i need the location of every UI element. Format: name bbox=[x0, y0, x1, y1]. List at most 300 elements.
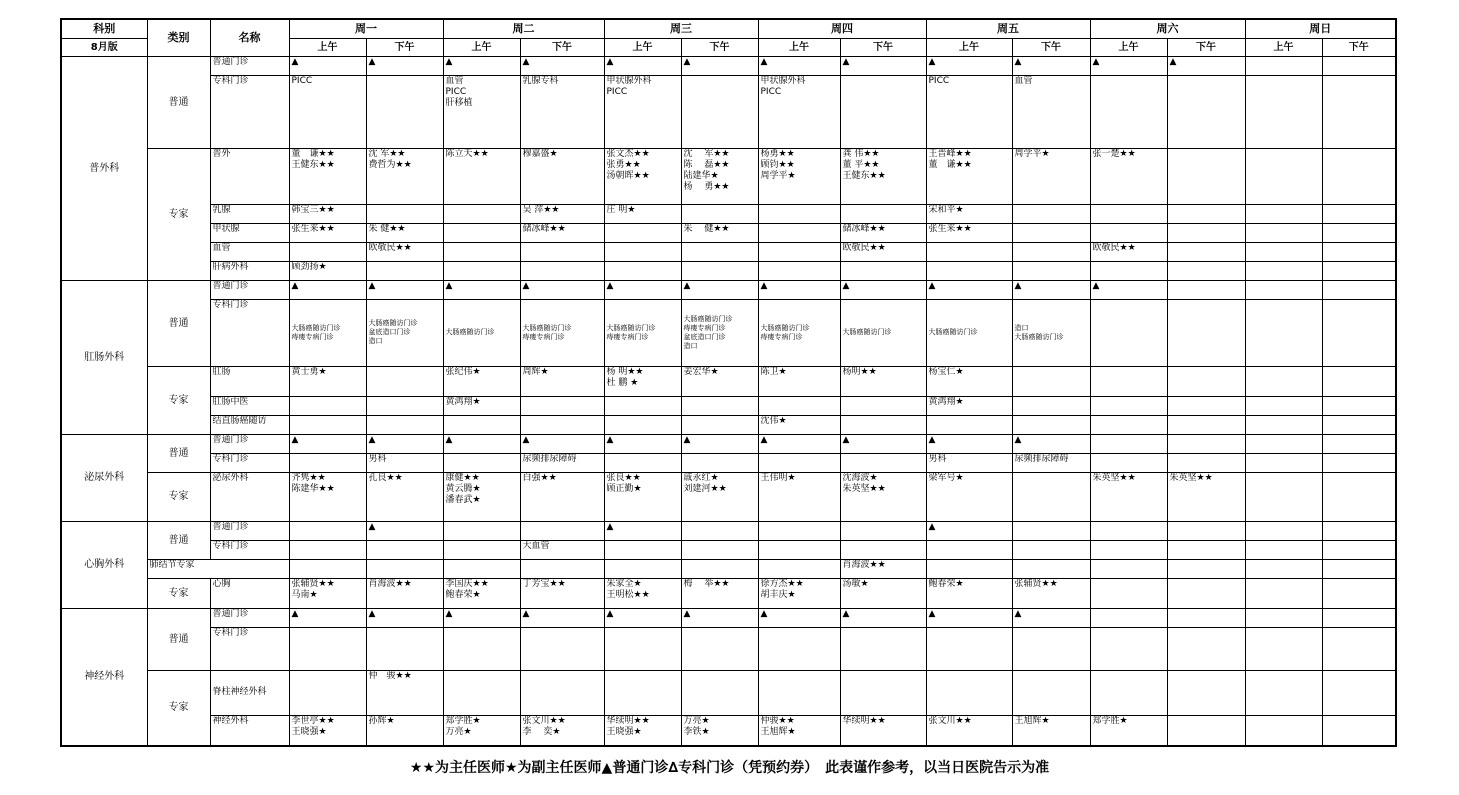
doctor-entry: 造口 bbox=[1014, 323, 1029, 332]
slot-mon-pm bbox=[366, 453, 443, 472]
pm-header: 下午 bbox=[1012, 38, 1090, 56]
slot-wed-am bbox=[604, 521, 681, 540]
slot-tue-pm bbox=[520, 261, 604, 280]
doctor-entry: 张一楚★★ bbox=[1092, 148, 1136, 159]
doctor-entry: 甲状腺外科 bbox=[760, 75, 806, 86]
slot-fri-am bbox=[926, 521, 1012, 540]
slot-tue-am bbox=[443, 366, 520, 396]
slot-sat-pm bbox=[1167, 261, 1245, 280]
slot-tue-pm bbox=[520, 559, 604, 578]
slot-thu-am bbox=[758, 415, 840, 434]
clinic-name: 甲状腺 bbox=[210, 223, 289, 242]
slot-fri-pm bbox=[1012, 415, 1090, 434]
doctor-entry: 朱英坚★★ bbox=[1169, 472, 1213, 483]
slot-fri-am bbox=[926, 715, 1012, 746]
slot-thu-pm bbox=[840, 75, 926, 148]
doctor-entry: 万亮★ bbox=[445, 726, 472, 737]
doctor-entry: 仲骏★★ bbox=[760, 715, 795, 726]
doctor-entry: ▲ bbox=[445, 280, 453, 291]
slot-sun-am bbox=[1245, 453, 1322, 472]
slot-tue-pm bbox=[520, 434, 604, 453]
slot-thu-pm bbox=[840, 472, 926, 521]
slot-thu-am bbox=[758, 608, 840, 627]
doctor-entry: 大肠癌随访门诊 bbox=[445, 328, 495, 336]
doctor-entry: ▲ bbox=[683, 608, 691, 619]
slot-mon-am bbox=[289, 396, 366, 415]
slot-tue-am bbox=[443, 578, 520, 608]
slot-wed-pm bbox=[681, 608, 758, 627]
doctor-entry: 大肠癌随访门诊 bbox=[368, 319, 418, 327]
slot-thu-pm bbox=[840, 415, 926, 434]
slot-sat-pm bbox=[1167, 204, 1245, 223]
table-row bbox=[61, 670, 1396, 715]
slot-wed-am bbox=[604, 608, 681, 627]
doctor-entry: 黄鸿翔★ bbox=[928, 396, 964, 407]
doctor-entry: 杨 勇★★ bbox=[683, 181, 730, 192]
doctor-entry: ▲ bbox=[368, 56, 376, 67]
doctor-entry: 盆底造口门诊 bbox=[368, 328, 411, 336]
slot-fri-pm bbox=[1012, 366, 1090, 396]
slot-sun-pm bbox=[1322, 299, 1396, 366]
pm-header: 下午 bbox=[840, 38, 926, 56]
slot-mon-am bbox=[289, 434, 366, 453]
clinic-name: 专科门诊 bbox=[210, 75, 289, 148]
slot-mon-pm bbox=[366, 280, 443, 299]
slot-sat-am bbox=[1090, 578, 1167, 608]
slot-sun-am bbox=[1245, 204, 1322, 223]
slot-mon-pm bbox=[366, 627, 443, 670]
slot-fri-am bbox=[926, 472, 1012, 521]
slot-wed-am bbox=[604, 75, 681, 148]
slot-sat-am bbox=[1090, 261, 1167, 280]
slot-thu-pm bbox=[840, 280, 926, 299]
slot-sun-pm bbox=[1322, 415, 1396, 434]
am-header: 上午 bbox=[604, 38, 681, 56]
slot-tue-am bbox=[443, 396, 520, 415]
slot-fri-am bbox=[926, 453, 1012, 472]
doctor-entry: ▲ bbox=[928, 521, 936, 532]
slot-sat-pm bbox=[1167, 472, 1245, 521]
doctor-entry: 王健东★★ bbox=[291, 159, 335, 170]
doctor-entry: ▲ bbox=[291, 56, 299, 67]
doctor-entry: 肖海波★★ bbox=[842, 559, 886, 570]
doctor-entry: ▲ bbox=[683, 280, 691, 291]
doctor-entry: 陈卫★ bbox=[760, 366, 787, 377]
slot-sat-pm bbox=[1167, 56, 1245, 75]
doctor-entry: PICC bbox=[445, 86, 467, 97]
slot-tue-am bbox=[443, 715, 520, 746]
slot-sat-pm bbox=[1167, 396, 1245, 415]
slot-sat-am bbox=[1090, 559, 1167, 578]
specialist-label: 肺结节专家 bbox=[147, 559, 289, 578]
doctor-entry: ▲ bbox=[291, 280, 299, 291]
doctor-entry: 大肠癌随访门诊 bbox=[683, 314, 733, 323]
doctor-entry: ▲ bbox=[760, 56, 768, 67]
slot-sun-am bbox=[1245, 242, 1322, 261]
doctor-entry: 黄士勇★ bbox=[291, 366, 327, 377]
doctor-entry: 肝移植 bbox=[445, 97, 473, 108]
doctor-entry: 储冰峰★★ bbox=[522, 223, 566, 234]
clinic-name: 专科门诊 bbox=[210, 540, 289, 559]
doctor-entry: 华续明★★ bbox=[606, 715, 650, 726]
slot-thu-am bbox=[758, 261, 840, 280]
department-name: 心胸外科 bbox=[61, 521, 147, 608]
clinic-name: 神经外科 bbox=[210, 715, 289, 746]
slot-wed-am bbox=[604, 415, 681, 434]
doctor-entry: ▲ bbox=[522, 56, 530, 67]
slot-sun-am bbox=[1245, 56, 1322, 75]
slot-wed-pm bbox=[681, 434, 758, 453]
slot-wed-pm bbox=[681, 627, 758, 670]
category-header: 类别 bbox=[147, 19, 210, 56]
doctor-entry: 大肠癌随访门诊 bbox=[760, 323, 810, 332]
slot-sat-am bbox=[1090, 627, 1167, 670]
slot-wed-am bbox=[604, 396, 681, 415]
slot-wed-am bbox=[604, 578, 681, 608]
slot-sun-pm bbox=[1322, 715, 1396, 746]
doctor-entry: 乳腺专科 bbox=[522, 75, 559, 86]
table-row bbox=[61, 299, 1396, 366]
slot-tue-am bbox=[443, 204, 520, 223]
doctor-entry: ▲ bbox=[683, 434, 691, 445]
clinic-name: 结直肠癌随访 bbox=[210, 415, 289, 434]
doctor-entry: 鲍春荣★ bbox=[445, 589, 481, 600]
slot-fri-pm bbox=[1012, 261, 1090, 280]
doctor-entry: 张辅贤★★ bbox=[291, 578, 335, 589]
doctor-entry: 痔瘘专病门诊 bbox=[606, 332, 649, 341]
doctor-entry: 甲状腺外科 bbox=[606, 75, 652, 86]
doctor-entry: 庄 明★ bbox=[606, 204, 636, 215]
day-header-mon: 周一 bbox=[289, 19, 443, 38]
slot-tue-am bbox=[443, 521, 520, 540]
category-cell: 普通 bbox=[147, 608, 210, 670]
clinic-name: 普通门诊 bbox=[210, 280, 289, 299]
slot-sat-pm bbox=[1167, 75, 1245, 148]
clinic-name: 普通门诊 bbox=[210, 434, 289, 453]
doctor-entry: 储冰峰★★ bbox=[842, 223, 886, 234]
clinic-name: 血管 bbox=[210, 242, 289, 261]
doctor-entry: PICC bbox=[928, 75, 950, 86]
doctor-entry: 大肠癌随访门诊 bbox=[928, 328, 978, 336]
slot-tue-am bbox=[443, 299, 520, 366]
slot-sat-pm bbox=[1167, 242, 1245, 261]
doctor-entry: ▲ bbox=[606, 280, 614, 291]
slot-tue-am bbox=[443, 453, 520, 472]
slot-wed-pm bbox=[681, 715, 758, 746]
slot-mon-pm bbox=[366, 204, 443, 223]
slot-mon-am bbox=[289, 578, 366, 608]
slot-tue-am bbox=[443, 148, 520, 204]
slot-tue-pm bbox=[520, 715, 604, 746]
slot-fri-pm bbox=[1012, 472, 1090, 521]
slot-tue-am bbox=[443, 540, 520, 559]
am-header: 上午 bbox=[1245, 38, 1322, 56]
slot-thu-pm bbox=[840, 578, 926, 608]
slot-sat-am bbox=[1090, 223, 1167, 242]
slot-fri-pm bbox=[1012, 75, 1090, 148]
slot-wed-pm bbox=[681, 559, 758, 578]
slot-tue-pm bbox=[520, 540, 604, 559]
slot-sun-pm bbox=[1322, 261, 1396, 280]
doctor-entry: 顾钧★★ bbox=[760, 159, 795, 170]
slot-wed-am bbox=[604, 559, 681, 578]
slot-thu-am bbox=[758, 242, 840, 261]
slot-thu-am bbox=[758, 56, 840, 75]
doctor-entry: 张生来★★ bbox=[291, 223, 335, 234]
slot-sun-am bbox=[1245, 559, 1322, 578]
doctor-entry: ▲ bbox=[928, 56, 936, 67]
slot-tue-pm bbox=[520, 415, 604, 434]
slot-thu-pm bbox=[840, 223, 926, 242]
slot-tue-pm bbox=[520, 472, 604, 521]
doctor-entry: 黄云腾★ bbox=[445, 483, 481, 494]
slot-mon-am bbox=[289, 559, 366, 578]
table-row bbox=[61, 434, 1396, 453]
table-row bbox=[61, 148, 1396, 204]
clinic-name: 乳腺 bbox=[210, 204, 289, 223]
slot-sun-am bbox=[1245, 280, 1322, 299]
pm-header: 下午 bbox=[520, 38, 604, 56]
slot-thu-pm bbox=[840, 540, 926, 559]
clinic-name: 泌尿外科 bbox=[210, 472, 289, 521]
slot-mon-am bbox=[289, 366, 366, 396]
slot-tue-am bbox=[443, 627, 520, 670]
header-row-days bbox=[61, 19, 1396, 38]
slot-mon-pm bbox=[366, 670, 443, 715]
slot-sun-am bbox=[1245, 608, 1322, 627]
slot-thu-pm bbox=[840, 261, 926, 280]
doctor-entry: 朱 健★★ bbox=[683, 223, 730, 234]
slot-wed-pm bbox=[681, 453, 758, 472]
day-header-thu: 周四 bbox=[758, 19, 926, 38]
slot-sun-pm bbox=[1322, 627, 1396, 670]
slot-thu-am bbox=[758, 366, 840, 396]
doctor-entry: 朱英坚★★ bbox=[842, 483, 886, 494]
slot-fri-pm bbox=[1012, 559, 1090, 578]
slot-sun-am bbox=[1245, 415, 1322, 434]
department-name: 普外科 bbox=[61, 56, 147, 280]
clinic-name: 普通门诊 bbox=[210, 521, 289, 540]
slot-sun-pm bbox=[1322, 521, 1396, 540]
slot-tue-pm bbox=[520, 148, 604, 204]
slot-thu-am bbox=[758, 434, 840, 453]
slot-thu-pm bbox=[840, 521, 926, 540]
doctor-entry: 痔瘘专病门诊 bbox=[291, 332, 334, 341]
slot-sat-am bbox=[1090, 242, 1167, 261]
doctor-entry: 朱英坚★★ bbox=[1092, 472, 1136, 483]
category-cell: 专家 bbox=[147, 148, 210, 280]
slot-mon-pm bbox=[366, 223, 443, 242]
doctor-entry: 刘建河★★ bbox=[683, 483, 727, 494]
doctor-entry: 顾劲扬★ bbox=[291, 261, 327, 272]
slot-wed-am bbox=[604, 204, 681, 223]
slot-mon-pm bbox=[366, 715, 443, 746]
doctor-entry: 戚永红★ bbox=[683, 472, 719, 483]
clinic-name: 普通门诊 bbox=[210, 56, 289, 75]
slot-thu-am bbox=[758, 472, 840, 521]
table-row bbox=[61, 261, 1396, 280]
slot-sun-pm bbox=[1322, 434, 1396, 453]
slot-tue-pm bbox=[520, 578, 604, 608]
slot-sun-am bbox=[1245, 434, 1322, 453]
doctor-entry: 大血管 bbox=[522, 540, 550, 551]
slot-wed-am bbox=[604, 670, 681, 715]
slot-tue-am bbox=[443, 415, 520, 434]
slot-sun-am bbox=[1245, 261, 1322, 280]
doctor-entry: 黄鸿翔★ bbox=[445, 396, 481, 407]
slot-wed-am bbox=[604, 453, 681, 472]
slot-sat-am bbox=[1090, 453, 1167, 472]
slot-wed-pm bbox=[681, 396, 758, 415]
slot-sat-am bbox=[1090, 299, 1167, 366]
slot-mon-am bbox=[289, 472, 366, 521]
slot-sat-am bbox=[1090, 148, 1167, 204]
slot-wed-pm bbox=[681, 521, 758, 540]
doctor-entry: 王晋峰★★ bbox=[928, 148, 972, 159]
slot-mon-pm bbox=[366, 242, 443, 261]
doctor-entry: 沈 军★★ bbox=[368, 148, 406, 159]
slot-sun-pm bbox=[1322, 366, 1396, 396]
slot-sat-pm bbox=[1167, 366, 1245, 396]
doctor-entry: 董 平★★ bbox=[842, 159, 880, 170]
doctor-entry: 张文杰★★ bbox=[606, 148, 650, 159]
slot-wed-pm bbox=[681, 204, 758, 223]
doctor-entry: ▲ bbox=[842, 434, 850, 445]
slot-sun-am bbox=[1245, 521, 1322, 540]
doctor-entry: 龚 伟★★ bbox=[842, 148, 880, 159]
doctor-entry: 白强★★ bbox=[522, 472, 557, 483]
doctor-entry: ▲ bbox=[368, 280, 376, 291]
slot-thu-am bbox=[758, 280, 840, 299]
slot-sun-am bbox=[1245, 578, 1322, 608]
slot-mon-pm bbox=[366, 148, 443, 204]
doctor-entry: 韩宝三★★ bbox=[291, 204, 335, 215]
slot-wed-pm bbox=[681, 299, 758, 366]
doctor-entry: 沈海波★ bbox=[842, 472, 878, 483]
doctor-entry: 杨 明★★ bbox=[606, 366, 644, 377]
slot-tue-pm bbox=[520, 608, 604, 627]
slot-tue-am bbox=[443, 559, 520, 578]
slot-sat-am bbox=[1090, 670, 1167, 715]
slot-mon-pm bbox=[366, 578, 443, 608]
slot-sat-pm bbox=[1167, 434, 1245, 453]
doctor-entry: 张纪伟★ bbox=[445, 366, 481, 377]
doctor-entry: 梁军号★ bbox=[928, 472, 964, 483]
doctor-entry: 万亮★ bbox=[683, 715, 710, 726]
slot-sun-am bbox=[1245, 366, 1322, 396]
slot-sat-am bbox=[1090, 434, 1167, 453]
category-cell: 普通 bbox=[147, 280, 210, 366]
doctor-entry: 张良★★ bbox=[606, 472, 641, 483]
doctor-entry: 肖海波★★ bbox=[368, 578, 412, 589]
slot-sun-pm bbox=[1322, 396, 1396, 415]
slot-mon-am bbox=[289, 670, 366, 715]
slot-mon-am bbox=[289, 299, 366, 366]
slot-fri-am bbox=[926, 366, 1012, 396]
slot-thu-pm bbox=[840, 242, 926, 261]
slot-fri-am bbox=[926, 223, 1012, 242]
doctor-entry: 仲 骏★★ bbox=[368, 670, 412, 681]
doctor-entry: ▲ bbox=[842, 56, 850, 67]
slot-sat-am bbox=[1090, 280, 1167, 299]
slot-thu-pm bbox=[840, 670, 926, 715]
slot-mon-am bbox=[289, 261, 366, 280]
slot-wed-pm bbox=[681, 670, 758, 715]
doctor-entry: 康健★★ bbox=[445, 472, 480, 483]
table-row bbox=[61, 453, 1396, 472]
doctor-entry: ▲ bbox=[683, 56, 691, 67]
slot-mon-am bbox=[289, 415, 366, 434]
slot-thu-am bbox=[758, 453, 840, 472]
doctor-entry: 张文川★★ bbox=[522, 715, 566, 726]
doctor-entry: 王旭辉★ bbox=[1014, 715, 1050, 726]
table-row bbox=[61, 627, 1396, 670]
doctor-entry: 王伟明★ bbox=[760, 472, 796, 483]
slot-sat-pm bbox=[1167, 521, 1245, 540]
slot-mon-pm bbox=[366, 559, 443, 578]
department-name: 神经外科 bbox=[61, 608, 147, 746]
clinic-name: 专科门诊 bbox=[210, 453, 289, 472]
slot-sun-am bbox=[1245, 75, 1322, 148]
slot-mon-am bbox=[289, 608, 366, 627]
doctor-entry: 痔瘘专病门诊 bbox=[683, 323, 726, 332]
doctor-entry: 董 谦★★ bbox=[291, 148, 335, 159]
slot-fri-am bbox=[926, 148, 1012, 204]
slot-fri-pm bbox=[1012, 521, 1090, 540]
slot-tue-am bbox=[443, 242, 520, 261]
doctor-entry: 马南★ bbox=[291, 589, 318, 600]
slot-sat-pm bbox=[1167, 280, 1245, 299]
slot-wed-am bbox=[604, 715, 681, 746]
doctor-entry: 董 谦★★ bbox=[928, 159, 972, 170]
doctor-entry: ▲ bbox=[928, 280, 936, 291]
slot-mon-pm bbox=[366, 396, 443, 415]
schedule-table bbox=[60, 18, 1397, 747]
doctor-entry: 张辅贤★★ bbox=[1014, 578, 1058, 589]
slot-mon-am bbox=[289, 540, 366, 559]
doctor-entry: 周辉★ bbox=[522, 366, 549, 377]
doctor-entry: 痔瘘专病门诊 bbox=[760, 332, 803, 341]
slot-sun-am bbox=[1245, 223, 1322, 242]
slot-tue-pm bbox=[520, 56, 604, 75]
doctor-entry: 齐隽★★ bbox=[291, 472, 326, 483]
schedule-body bbox=[61, 19, 1396, 746]
slot-fri-pm bbox=[1012, 715, 1090, 746]
slot-fri-am bbox=[926, 559, 1012, 578]
slot-sun-am bbox=[1245, 670, 1322, 715]
doctor-entry: 周学平★ bbox=[760, 170, 796, 181]
slot-wed-pm bbox=[681, 366, 758, 396]
table-row bbox=[61, 75, 1396, 148]
slot-wed-am bbox=[604, 540, 681, 559]
doctor-entry: ▲ bbox=[1014, 608, 1022, 619]
table-row bbox=[61, 608, 1396, 627]
slot-tue-am bbox=[443, 261, 520, 280]
slot-tue-pm bbox=[520, 627, 604, 670]
doctor-entry: 吴 萍★★ bbox=[522, 204, 560, 215]
slot-thu-pm bbox=[840, 56, 926, 75]
doctor-entry: ▲ bbox=[291, 608, 299, 619]
slot-sun-pm bbox=[1322, 559, 1396, 578]
slot-wed-pm bbox=[681, 223, 758, 242]
doctor-entry: ▲ bbox=[522, 434, 530, 445]
doctor-entry: ▲ bbox=[1014, 280, 1022, 291]
slot-thu-am bbox=[758, 223, 840, 242]
doctor-entry: 孙辉★ bbox=[368, 715, 395, 726]
category-cell: 专家 bbox=[147, 472, 210, 521]
slot-mon-pm bbox=[366, 434, 443, 453]
slot-wed-am bbox=[604, 627, 681, 670]
